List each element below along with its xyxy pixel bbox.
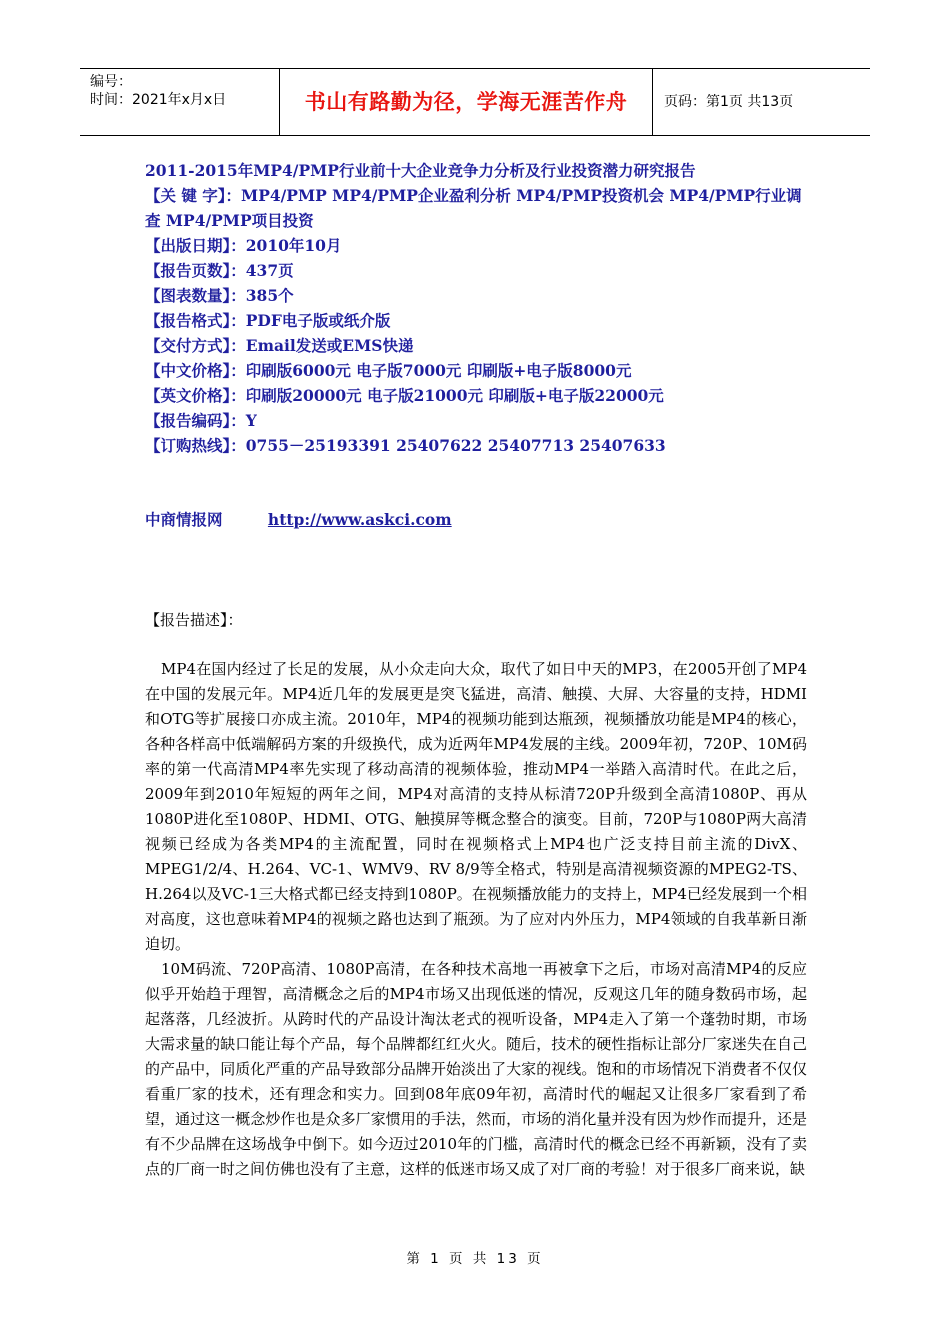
description-heading: 【报告描述】：: [145, 611, 243, 629]
page-header: [80, 68, 870, 136]
description-paragraph: 10M码流、720P高清、1080P高清，在各种技术高地一再被拿下之后，市场对高清MP4的反应似乎开始趋于理智，高清概念之后的MP4市场又出现低迷的情况，反观这几年的随身数码市场，起起落落，几经波折。从跨时代的产品设计淘汰老式的视听设备，MP4走入了第一个蓬勃时期，市场大需求量的缺口能让每个产品，每个品牌都红红火火。随后，技术的硬性指标让部分厂家迷失在自己的产品中，同质化严重的产品导致部分品牌开始淡出了大家的视线。饱和的市场情况下消费者不仅仅看重厂家的技术，还有理念和实力。回到08年底09年初，高清时代的崛起又让很多厂家看到了希望，通过这一概念炒作也是众多厂家惯用的手法，然而，市场的消化量并没有因为炒作而提升，还是有不少品牌在这场战争中倒下。如今迈过2010年的门槛，高清时代的概念已经不再新颖，没有了卖点的厂商一时之间仿佛也没有了主意，这样的低迷市场又成了对厂商的考验！对于很多厂商来说，缺: [145, 960, 807, 1178]
report-title: 2011-2015年MP4/PMP行业前十大企业竞争力分析及行业投资潜力研究报告: [145, 161, 696, 180]
number-label: 编号：: [90, 74, 132, 90]
description-paragraph: MP4在国内经过了长足的发展，从小众走向大众，取代了如日中天的MP3，在2005开创了MP4在中国的发展元年。MP4近几年的发展更是突飞猛进，高清、触摸、大屏、大容量的支持，HDMI和OTG等扩展接口亦成主流。2010年，MP4的视频功能到达瓶颈，视频播放功能是MP4的核心，各种各样高中低端解码方案的升级换代，成为近两年MP4发展的主线。2009年初，720P、10M码率的第一代高清MP4率先实现了移动高清的视频体验，推动MP4一举踏入高清时代。在此之后，2009年到2010年短短的两年之间，MP4对高清的支持从标清720P升级到全高清1080P、再从1080P进化至1080P、HDMI、OTG、触摸屏等概念整合的演变。目前，720P与1080P两大高清视频已经成为各类MP4的主流配置，同时在视频格式上MP4也广泛支持目前主流的DivX、MPEG1/2/4、H.264、VC-1、WMV9、RV 8/9等全格式，特别是高清视频资源的MPEG2-TS、H.264以及VC-1三大格式都已经支持到1080P。在视频播放能力的支持上，MP4已经发展到一个相对高度，这也意味着MP4的视频之路也达到了瓶颈。为了应对内外压力，MP4领域的自我革新日渐迫切。: [145, 660, 807, 953]
site-link[interactable]: http://www.askci.com: [267, 510, 452, 529]
motto: 书山有路勤为径，学海无涯苦作舟: [280, 69, 653, 135]
time-label: 时间：2021年x月x日: [90, 92, 227, 108]
report-format: 【报告格式】：PDF电子版或纸介版: [145, 311, 391, 330]
price-chinese: 【中文价格】：印刷版6000元 电子版7000元 印刷版+电子版8000元: [145, 361, 632, 380]
page-footer: 第 1 页 共 13 页: [406, 1251, 544, 1267]
delivery-method: 【交付方式】：Email发送或EMS快递: [145, 336, 414, 355]
report-meta: [145, 158, 815, 458]
report-code: 【报告编码】：Y: [145, 411, 257, 430]
page-count: 【报告页数】：437页: [145, 261, 294, 280]
description-body: [145, 657, 807, 1182]
price-english: 【英文价格】：印刷版20000元 电子版21000元 印刷版+电子版22000元: [145, 386, 664, 405]
page-info: 页码：第1页 共13页: [664, 94, 794, 110]
header-meta-cell: [80, 69, 280, 135]
publish-date: 【出版日期】：2010年10月: [145, 236, 342, 255]
chart-count: 【图表数量】：385个: [145, 286, 294, 305]
report-keywords: 【关 键 字】：MP4/PMP MP4/PMP企业盈利分析 MP4/PMP投资机会 MP4/PMP行业调查 MP4/PMP项目投资: [145, 186, 802, 230]
site-name: 中商情报网: [145, 510, 223, 529]
order-hotline: 【订购热线】：0755－25193391 25407622 25407713 25407633: [145, 436, 666, 455]
site-line: [145, 508, 452, 532]
